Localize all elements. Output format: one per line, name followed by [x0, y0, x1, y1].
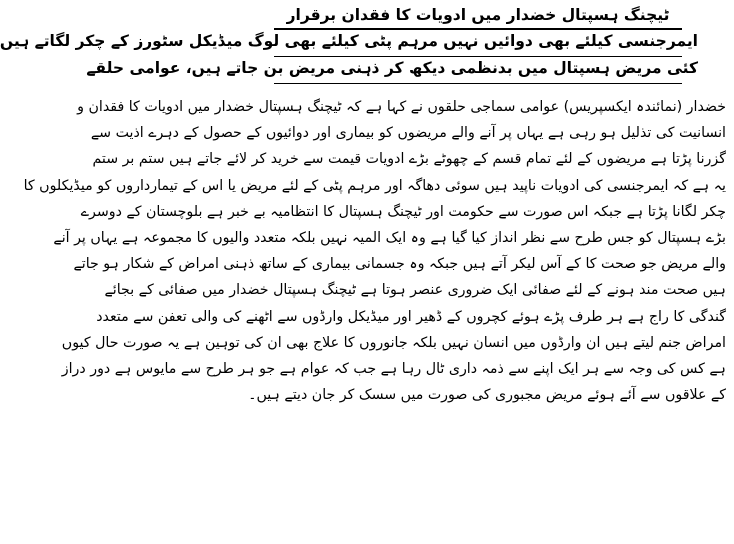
subheading-2: کئی مریض ہسپتال میں بدنظمی دیکھ کر ذہنی مریض بن جاتے ہیں، عوامی حلقے — [86, 59, 698, 77]
subheading-divider — [274, 83, 682, 84]
body-line: گزرنا پڑتا ہے مریضوں کے لئے تمام قسم کے چھوٹے بڑے ادویات قیمت سے خرید کر لائے جاتے ہیں ستم بر ستم — [92, 151, 726, 168]
body-line: یہ ہے کہ ایمرجنسی کی ادویات ناپید ہیں سوئی دھاگہ اور مرہم پٹی کے لئے مریض یا اس کے تیمارداروں کو میڈیکلوں کا — [23, 177, 726, 194]
body-line: انسانیت کی تذلیل ہو رہی ہے یہاں پر آنے والے مریضوں کو بیماری اور دوائیوں کے حصول کے دہرے اذیت سے — [90, 125, 726, 142]
body-line: خضدار (نمائندہ ایکسپریس) عوامی سماجی حلقوں نے کہا ہے کہ ٹیچنگ ہسپتال خضدار میں ادویات کا فقدان و — [77, 99, 726, 115]
body-line: ہیں صحت مند ہونے کے لئے صفائی ایک ضروری عنصر ہوتا ہے ٹیچنگ ہسپتال خضدار میں صفائی کے بجائے — [104, 282, 726, 299]
body-line: امراض جنم لیتے ہیں ان وارڈوں میں انسان نہیں بلکہ جانوروں کا علاج بھی ان کی توہین ہے یہ صورت حال کیوں — [61, 334, 726, 351]
subheading-1: ایمرجنسی کیلئے بھی دوائیں نہیں مرہم پٹی کیلئے بھی لوگ میڈیکل سٹورز کے چکر لگاتے ہیں — [0, 32, 698, 50]
headline: ٹیچنگ ہسپتال خضدار میں ادویات کا فقدان برقرار — [286, 6, 670, 24]
body-line: بڑے ہسپتال کو جس طرح سے نظر انداز کیا گیا ہے وہ ایک المیہ نہیں بلکہ متعدد والیوں کا مجموعہ ہے یہاں پر آنے — [53, 229, 726, 246]
body-line: کے علاقوں سے آئے ہوئے مریض مجبوری کی صورت میں سسک کر جان دیتے ہیں۔ — [248, 387, 726, 404]
body-line: والے مریض جو صحت کا کے آس لیکر آتے ہیں جبکہ وہ جسمانی بیماری کے ساتھ ذہنی امراض کے شکار ہو جاتے — [73, 256, 726, 273]
article-body — [23, 94, 726, 408]
body-line: گندگی کا راج ہے ہر طرف پڑے ہوئے کچروں کے ڈھیر اور میڈیکل وارڈوں سے اٹھنے کی والی تعفن سے متعدد — [96, 308, 726, 325]
body-line: ہے کس کی وجہ سے ہر ایک اپنے سے ذمہ داری ٹال رہا ہے جب کہ عوام ہے جو ہر طرح سے مایوس ہے دور دراز — [61, 360, 726, 377]
body-line: چکر لگانا پڑتا ہے جبکہ اس صورت سے حکومت اور ٹیچنگ ہسپتال کا انتظامیہ بے خبر ہے بلوچستان کے دوسرے — [80, 203, 726, 220]
